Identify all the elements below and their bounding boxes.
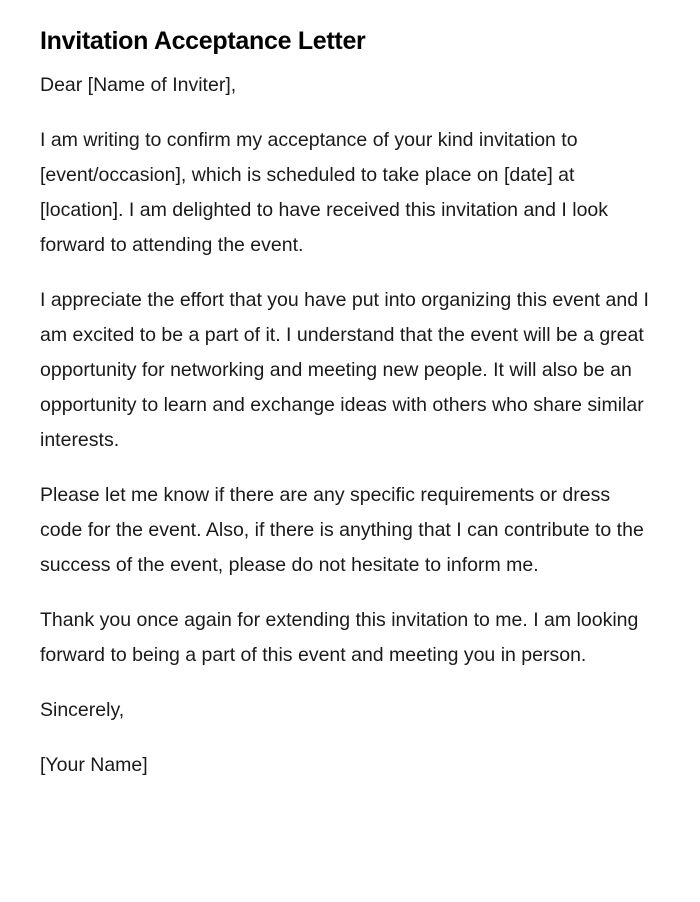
salutation: Dear [Name of Inviter], (40, 74, 237, 96)
body-paragraph-3: Please let me know if there are any specific requirements or dress code for the event. Also, if there is anything that I can contribute to the success of the event, please do not hesitate to inform me. (40, 484, 644, 576)
closing: Sincerely, (40, 699, 125, 721)
body-paragraph-2: I appreciate the effort that you have put into organizing this event and I am excited to be a part of it. I understand that the event will be a great opportunity for networking and meeting new people. It will also be an opportunity to learn and exchange ideas with others who share similar interests. (40, 289, 649, 451)
body-paragraph-4: Thank you once again for extending this invitation to me. I am looking forward to being a part of this event and meeting you in person. (40, 609, 639, 666)
letter-title: Invitation Acceptance Letter (40, 27, 366, 55)
body-paragraph-1: I am writing to confirm my acceptance of your kind invitation to [event/occasion], which is scheduled to take place on [date] at [location]. I am delighted to have received this invitation and I look forward to attending the event. (40, 129, 609, 256)
signature: [Your Name] (40, 754, 148, 776)
letter-document (40, 22, 650, 803)
